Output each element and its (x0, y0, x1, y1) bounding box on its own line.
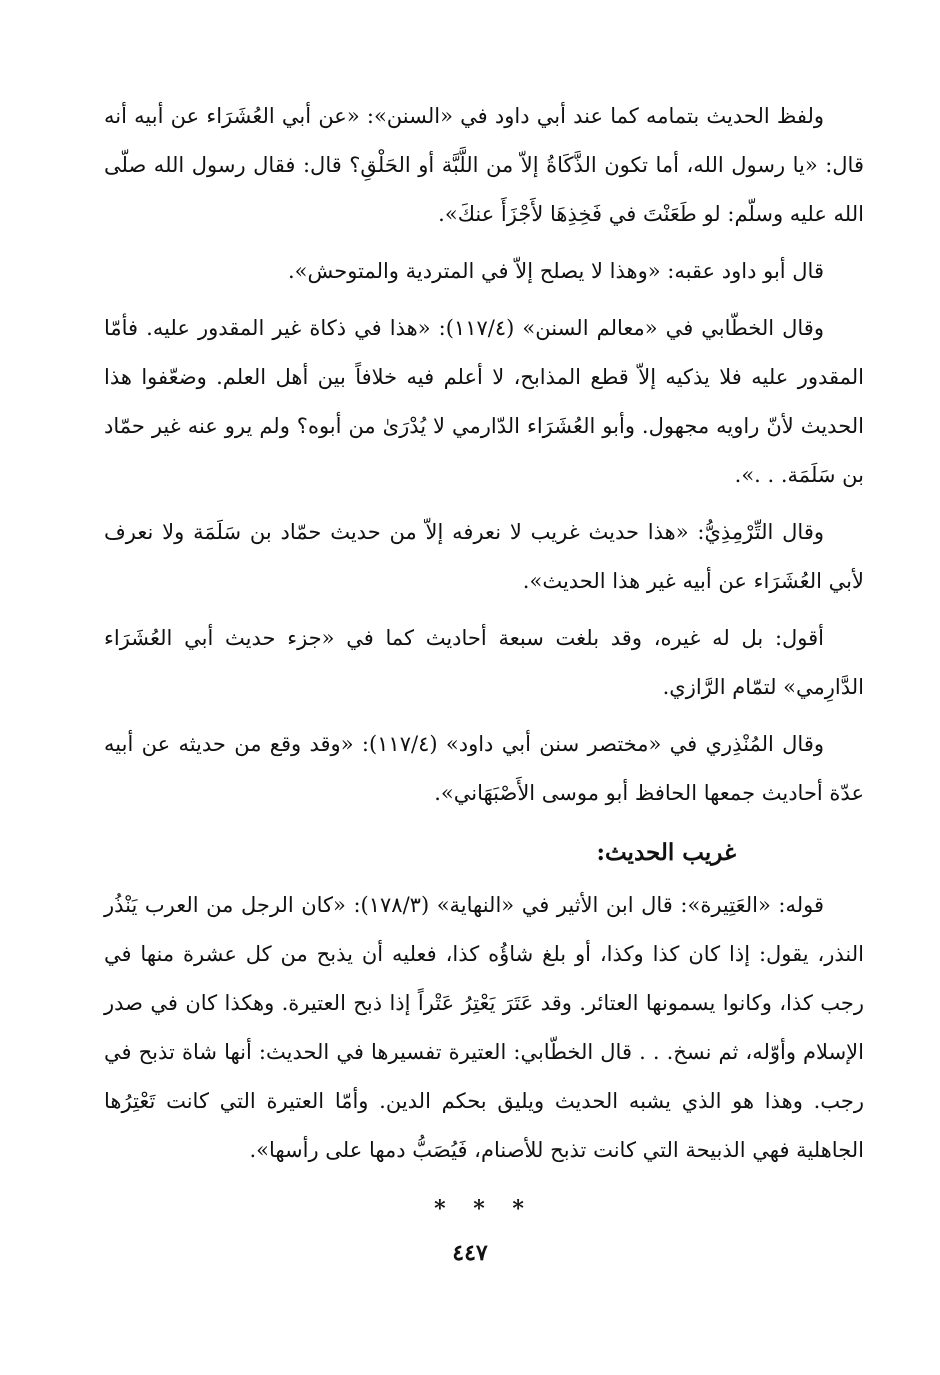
paragraph-gharib-explanation: قوله: «العَتِيرة»: قال ابن الأثير في «النهاية» (١٧٨/٣): «كان الرجل من العرب يَنْذُر النذر، يقول: إذا كان كذا وكذا، أو بلغ شاؤُه كذا، فعليه أن يذبح من كل عشرة منها في رجب كذا، وكانوا يسمونها العتائر. وقد عَتَرَ يَعْتِرُ عَتْراً إذا ذبح العتيرة. وهكذا كان في صدر الإسلام وأوّله، ثم نسخ. . . قال الخطّابي: العتيرة تفسيرها في الحديث: أنها شاة تذبح في رجب. وهذا هو الذي يشبه الحديث ويليق بحكم الدين. وأمّا العتيرة التي كانت تَعْتِرُها الجاهلية فهي الذبيحة التي كانت تذبح للأصنام، فَيُصَبُّ دمها على رأسها». (104, 893, 864, 1162)
section-separator: * * * (434, 1196, 534, 1222)
paragraph-tirmidhi-comment: وقال التِّرْمِذِيُّ: «هذا حديث غريب لا نعرفه إلاّ من حديث حمّاد بن سَلَمَة ولا نعرف لأبي العُشَرَاء عن أبيه غير هذا الحديث». (104, 520, 864, 593)
paragraph-khattabi-comment: وقال الخطّابي في «معالم السنن» (١١٧/٤): «هذا في ذكاة غير المقدور عليه. فأمّا المقدور عليه فلا يذكيه إلاّ قطع المذابح، لا أعلم فيه خلافاً بين أهل العلم. وضعّفوا هذا الحديث لأنّ راويه مجهول. وأبو العُشَرَاء الدّارمي لا يُدْرَىٰ من أبوه؟ ولم يرو عنه غير حمّاد بن سَلَمَة. . .». (104, 316, 864, 487)
page-number: ٤٤٧ (452, 1240, 488, 1266)
paragraph-abu-dawud-comment: قال أبو داود عقبه: «وهذا لا يصلح إلاّ في المتردية والمتوحش». (287, 259, 824, 283)
section-heading-gharib: غريب الحديث: (596, 839, 736, 866)
paragraph-author-note: أقول: بل له غيره، وقد بلغت سبعة أحاديث كما في «جزء حديث أبي العُشَرَاء الدَّارِمي» لتمّام الرَّازي. (104, 626, 864, 699)
paragraph-hadith-text: ولفظ الحديث بتمامه كما عند أبي داود في «السنن»: «عن أبي العُشَرَاء عن أبيه أنه قال: «يا رسول الله، أما تكون الذَّكَاةُ إلاّ من اللَّبَّة أو الحَلْقِ؟ قال: فقال رسول الله صلّى الله عليه وسلّم: لو طَعَنْتَ في فَخِذِهَا لأَجْزَأَ عنكَ». (104, 104, 864, 226)
paragraph-mundhiri-comment: وقال المُنْذِري في «مختصر سنن أبي داود» (١١٧/٤): «وقد وقع من حديثه عن أبيه عدّة أحاديث جمعها الحافظ أبو موسى الأَصْبَهَاني». (104, 732, 864, 805)
page-body (104, 92, 864, 1229)
